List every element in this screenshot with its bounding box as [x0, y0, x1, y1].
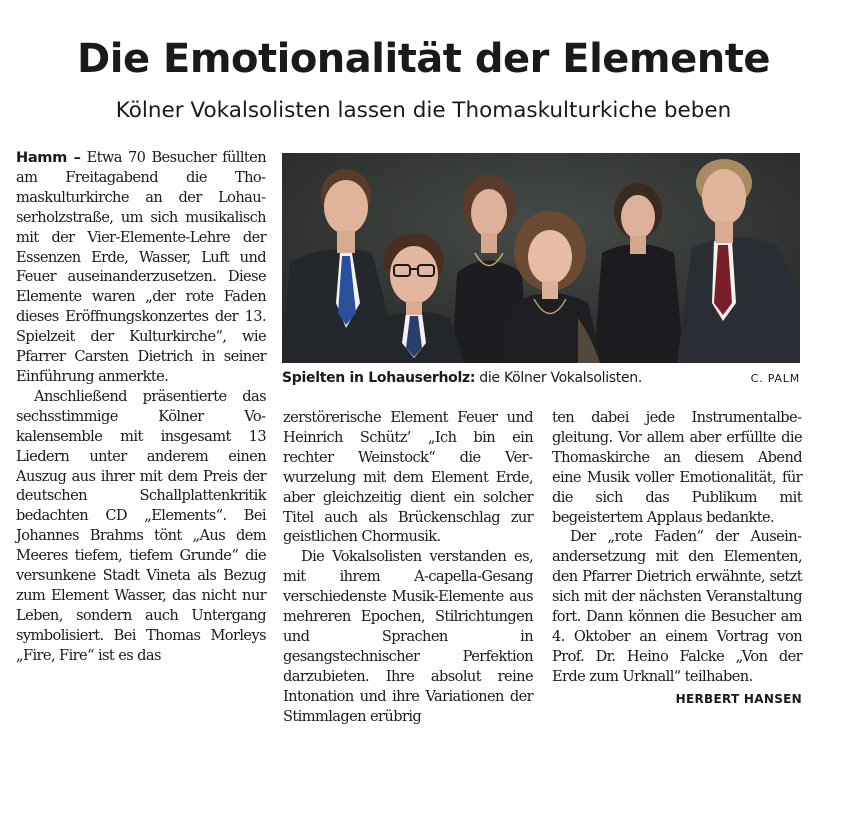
article-column-3: [552, 408, 802, 710]
paragraph-2: Anschließend präsentierte das sechsstimmige Kölner Vokalensemble mit insgesamt 13 Liedern unter anderem einen Auszug aus ihrer mit dem Preis der deutschen Schallplattenkritik bedachten CD „Elements“. Bei Johannes Brahms tönt „Aus dem Meeres tiefem, tiefem Grunde“ die versunkene Stadt Vineta als Bezug zum Element Wasser, das nicht nur Leben, sondern auch Untergang symbolisiert. Bei Thomas Morleys „Fire, Fire“ ist es das: [16, 387, 266, 664]
dateline: Hamm –: [16, 149, 81, 166]
caption-text: die Kölner Vokalsolisten.: [475, 370, 643, 386]
paragraph-3: Die Vokalsolisten verstanden es, mit ihrem A-capella-Gesang verschiedenste Musik-Elemente aus mehreren Epochen, Stilrichtungen und Sprachen in gesangstechnischer Perfektion darzubieten. Ihre absolut reine Intonation und ihre Variationen der Stimmlagen erübrig: [283, 548, 533, 725]
paragraph-4: [552, 527, 802, 706]
paragraph-1-text: Etwa 70 Besucher füllten am Freitagabend die Thomaskulturkirche an der Lohauserholzstraße, um sich musikalisch mit der Vier-Elemente-Lehre der Essenzen Erde, Wasser, Luft und Feuer auseinanderzusetzen. Diese Elemente waren „der rote Faden dieses Eröffnungskonzertes der 13. Spielzeit der Kulturkirche“, wie Pfarrer Carsten Dietrich in seiner Einführung anmerkte.: [16, 149, 266, 385]
paragraph-4-text: Der „rote Faden“ der Auseinandersetzung mit den Elementen, den Pfarrer Dietrich erwähnte, setzt sich mit der nächsten Veranstaltung fort. Dann können die Besucher am 4. Oktober an einem Vortrag von Prof. Dr. Heino Falcke „Von der Erde zum Urknall“ teilhaben.: [552, 528, 802, 685]
photo-credit: C. PALM: [750, 372, 800, 385]
paragraph-2-continued: zerstörerische Element Feuer und Heinrich Schütz’ „Ich bin ein rechter Weinstock“ die Verwurzelung mit dem Element Erde, aber gleichzeitig dient ein solcher Titel auch als Brückenschlag zur geistlichen Chormusik.: [283, 409, 533, 546]
headline: Die Emotionalität der Elemente: [77, 36, 770, 82]
ensemble-photo: [282, 153, 800, 363]
caption-head: Spielten in Lohauserholz:: [282, 370, 476, 386]
subheadline: Kölner Vokalsolisten lassen die Thomaskulturkiche beben: [115, 98, 732, 123]
paragraph-1: [16, 148, 266, 387]
author-byline: HERBERT HANSEN: [675, 691, 802, 706]
article-column-1: [16, 148, 266, 666]
ensemble-photo-illustration: [282, 153, 800, 363]
article-column-2: [283, 408, 533, 727]
photo-caption: [282, 370, 800, 386]
paragraph-3-continued: ten dabei jede Instrumentalbegleitung. Vor allem aber erfüllte die Thomaskirche an diesem Abend eine Musik voller Emotionalität, für die sich das Publikum mit begeistertem Applaus bedankte.: [552, 409, 802, 526]
